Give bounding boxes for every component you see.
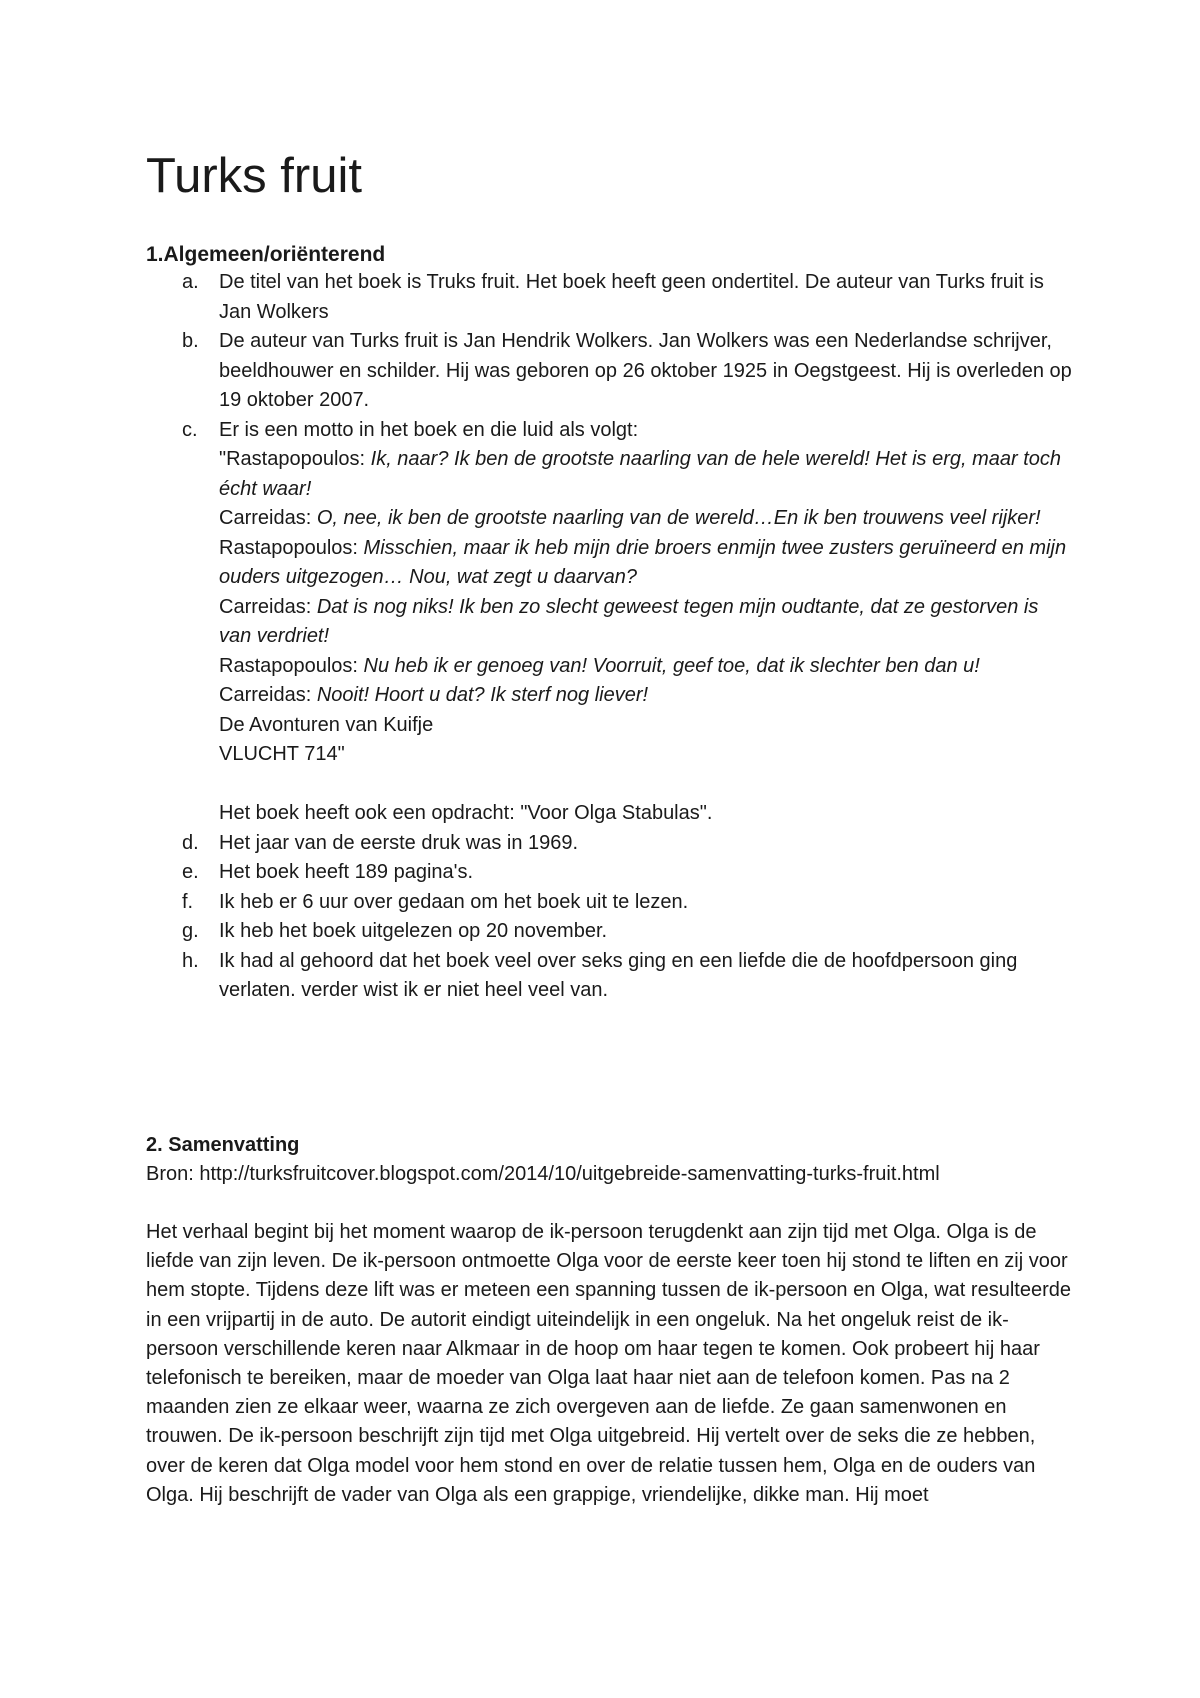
list-item [146,858,1076,888]
dedication-text: Het boek heeft ook een opdracht: "Voor Olga Stabulas". [219,802,713,824]
list-item [146,947,1076,1006]
motto-line [219,504,1076,534]
list-marker: a. [182,271,199,293]
motto-text: Misschien, maar ik heb mijn drie broers enmijn twee zusters geruïneerd en mijn ouders uitgezogen… Nou, wat zegt u daarvan? [219,536,1067,588]
motto-line [219,593,1076,652]
orientation-list [146,268,1076,1006]
source-line: Bron: http://turksfruitcover.blogspot.com/2014/10/uitgebreide-samenvatting-turks-fruit.html [146,1163,940,1185]
list-item [146,829,1076,859]
list-item-text: Ik heb er 6 uur over gedaan om het boek uit te lezen. [219,890,689,913]
list-item [146,917,1076,947]
list-marker: f. [182,890,194,913]
motto-source: VLUCHT 714" [219,743,345,765]
list-item-text: Ik heb het boek uitgelezen op 20 november. [219,920,608,942]
list-marker: e. [182,861,199,883]
motto-speaker: Rastapopoulos: [219,654,364,677]
motto-block [219,445,1076,829]
motto-text: Dat is nog niks! Ik ben zo slecht geweest tegen mijn oudtante, dat ze gestorven is van verdriet! [219,595,1039,647]
list-item-text: De auteur van Turks fruit is Jan Hendrik Wolkers. Jan Wolkers was een Nederlandse schrijver, beeldhouwer en schilder. Hij was geboren op 26 oktober 1925 in Oegstgeest. Hij is overleden op 19 oktober 2007. [219,330,1072,411]
list-item-text: De titel van het boek is Truks fruit. Het boek heeft geen ondertitel. De auteur van Turks fruit is Jan Wolkers [219,271,1044,323]
list-marker: h. [182,949,199,972]
list-marker: c. [182,418,198,441]
list-marker: b. [182,330,199,352]
section-heading-algemeen: 1.Algemeen/oriënterend [146,243,386,266]
motto-line [219,681,1076,711]
spacer [219,770,1076,800]
motto-text: Nu heb ik er genoeg van! Voorruit, geef toe, dat ik slechter ben dan u! [363,654,980,677]
motto-line [219,445,1076,504]
list-marker: g. [182,920,199,942]
list-item-text: Het jaar van de eerste druk was in 1969. [219,831,579,854]
motto-source: De Avonturen van Kuifje [219,713,434,736]
motto-speaker: Rastapopoulos: [219,536,364,559]
section-heading-samenvatting: 2. Samenvatting [146,1134,300,1156]
motto-speaker: Carreidas: [219,684,317,706]
list-item-text: Er is een motto in het boek en die luid als volgt: [219,418,639,441]
motto-line [219,534,1076,593]
summary-paragraph: Het verhaal begint bij het moment waarop de ik-persoon terugdenkt aan zijn tijd met Olga. Olga is de liefde van zijn leven. De ik-persoon ontmoette Olga voor de eerste keer toen hij stond te liften en zij voor hem stopte. Tijdens deze lift was er meteen een spanning tussen de ik-persoon en Olga, wat resulteerde in een vrijpartij in de auto. De autorit eindigt uiteindelijk in een ongeluk. Na het ongeluk reist de ik-persoon verschillende keren naar Alkmaar in de hoop om haar tegen te komen. Ook probeert hij haar telefonisch te bereiken, maar de moeder van Olga laat haar niet aan de telefoon komen. Pas na 2 maanden zien ze elkaar weer, waarna ze zich overgeven aan de liefde. Ze gaan samenwonen en trouwen. De ik-persoon beschrijft zijn tijd met Olga uitgebreid. Hij vertelt over de seks die ze hebben, over de keren dat Olga model voor hem stond en over de relatie tussen hem, Olga en de ouders van Olga. Hij beschrijft de vader van Olga als een grappige, vriendelijke, dikke man. Hij moet [146,1221,1071,1506]
motto-line [219,652,1076,682]
list-item [146,327,1076,416]
motto-text: O, nee, ik ben de grootste naarling van de wereld…En ik ben trouwens veel rijker! [316,507,1041,529]
motto-speaker: "Rastapopoulos: [219,448,371,470]
list-item [146,888,1076,918]
list-item [146,268,1076,327]
list-item-text: Het boek heeft 189 pagina's. [219,861,474,883]
list-item-text: Ik had al gehoord dat het boek veel over seks ging en een liefde die de hoofdpersoon ging verlaten. verder wist ik er niet heel veel van. [219,949,1018,1001]
list-marker: d. [182,831,199,854]
page-title: Turks fruit [146,149,362,203]
motto-text: Nooit! Hoort u dat? Ik sterf nog liever! [316,684,649,706]
motto-text: Ik, naar? Ik ben de grootste naarling van de hele wereld! Het is erg, maar toch écht waar! [219,448,1062,500]
motto-speaker: Carreidas: [219,595,317,618]
motto-speaker: Carreidas: [219,507,317,529]
list-item [146,416,1076,829]
